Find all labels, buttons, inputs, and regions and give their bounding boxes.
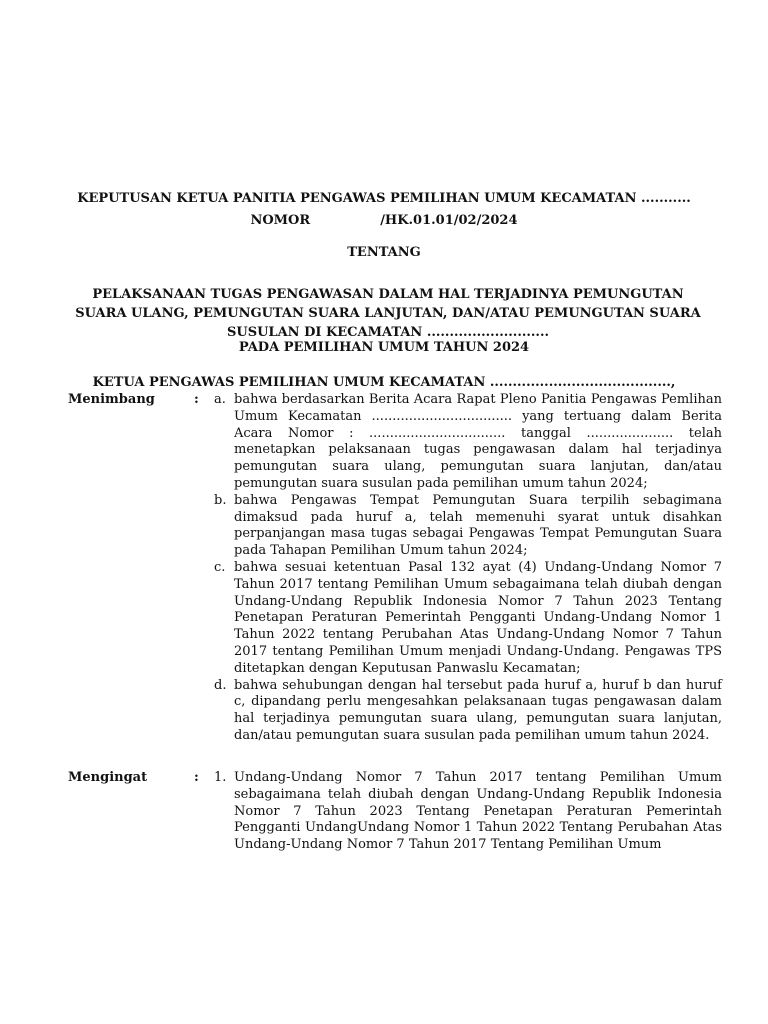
nomor-label: NOMOR (250, 213, 311, 228)
list-marker: 1. (214, 770, 227, 785)
list-item (214, 560, 722, 678)
menimbang-list (214, 392, 722, 745)
menimbang-colon: : (194, 392, 199, 407)
list-item (214, 392, 722, 493)
list-text: Undang-Undang Nomor 7 Tahun 2017 tentang Pemilihan Umum sebagaimana telah diubah dengan Undang-Undang Republik Indonesia Nomor 7 Tahun 2023 Tentang Penetapan Peraturan Pemerintah Pengganti UndangUndang Nomor 1 Tahun 2022 Tentang Perubahan Atas Undang-Undang Nomor 7 Tahun 2017 Tentang Pemilihan Umum (234, 770, 722, 853)
tentang-heading: TENTANG (347, 245, 421, 260)
list-marker: c. (214, 559, 226, 575)
issuer-heading: KETUA PENGAWAS PEMILIHAN UMUM KECAMATAN ........................................, (92, 375, 676, 390)
nomor-value: /HK.01.01/02/2024 (380, 213, 518, 228)
list-marker: d. (214, 677, 227, 693)
mengingat-colon: : (194, 770, 199, 785)
decree-title: KEPUTUSAN KETUA PANITIA PENGAWAS PEMILIHAN UMUM KECAMATAN ........... (77, 191, 691, 206)
list-item (214, 493, 722, 560)
list-text: bahwa sehubungan dengan hal tersebut pada huruf a, huruf b dan huruf c, dipandang perlu mengesahkan pelaksanaan tugas pengawasan dalam hal terjadinya pemungutan suara ulang, pemungutan suara lanjutan, dan/atau pemungutan suara susulan pada pemilihan umum tahun 2024. (234, 677, 722, 743)
decree-subject: PELAKSANAAN TUGAS PENGAWASAN DALAM HAL TERJADINYA PEMUNGUTAN SUARA ULANG, PEMUNGUTAN SUARA LANJUTAN, DAN/ATAU PEMUNGUTAN SUARA SUSULAN DI KECAMATAN ........................... (75, 287, 701, 340)
mengingat-label: Mengingat (68, 770, 148, 785)
list-text: bahwa berdasarkan Berita Acara Rapat Pleno Panitia Pengawas Pemlihan Umum Kecamatan .................................. yang tertuang dalam Berita Acara Nomor : ................................. tanggal ..................... telah menetapkan pelaksanaan tugas pengawasan dalam hal terjadinya pemungutan suara ulang, pemungutan suara lanjutan, dan/atau pemungutan suara susulan pada pemilihan umum tahun 2024; (234, 392, 722, 491)
list-marker: b. (214, 492, 227, 508)
list-text: bahwa Pengawas Tempat Pemungutan Suara terpilih sebagimana dimaksud pada huruf a, telah memenuhi syarat untuk disahkan perpanjangan masa tugas sebagai Pengawas Tempat Pemungutan Suara pada Tahapan Pemilihan Umum tahun 2024; (234, 492, 722, 559)
list-text: bahwa sesuai ketentuan Pasal 132 ayat (4) Undang-Undang Nomor 7 Tahun 2017 tentang Pemilihan Umum sebagaimana telah diubah dengan Undang-Undang Republik Indonesia Nomor 7 Tahun 2023 Tentang Penetapan Peraturan Pemerintah Pengganti Undang-Undang Nomor 1 Tahun 2022 tentang Perubahan Atas Undang-Undang Nomor 7 Tahun 2017 tentang Pemilihan Umum menjadi Undang-Undang. Pengawas TPS ditetapkan dengan Keputusan Panwaslu Kecamatan; (234, 559, 722, 676)
election-year-heading: PADA PEMILIHAN UMUM TAHUN 2024 (238, 340, 530, 355)
decree-number (0, 213, 768, 228)
list-marker: a. (214, 392, 226, 407)
list-item (214, 770, 722, 854)
mengingat-list (214, 770, 722, 854)
menimbang-label: Menimbang (68, 392, 155, 407)
list-item (214, 678, 722, 745)
